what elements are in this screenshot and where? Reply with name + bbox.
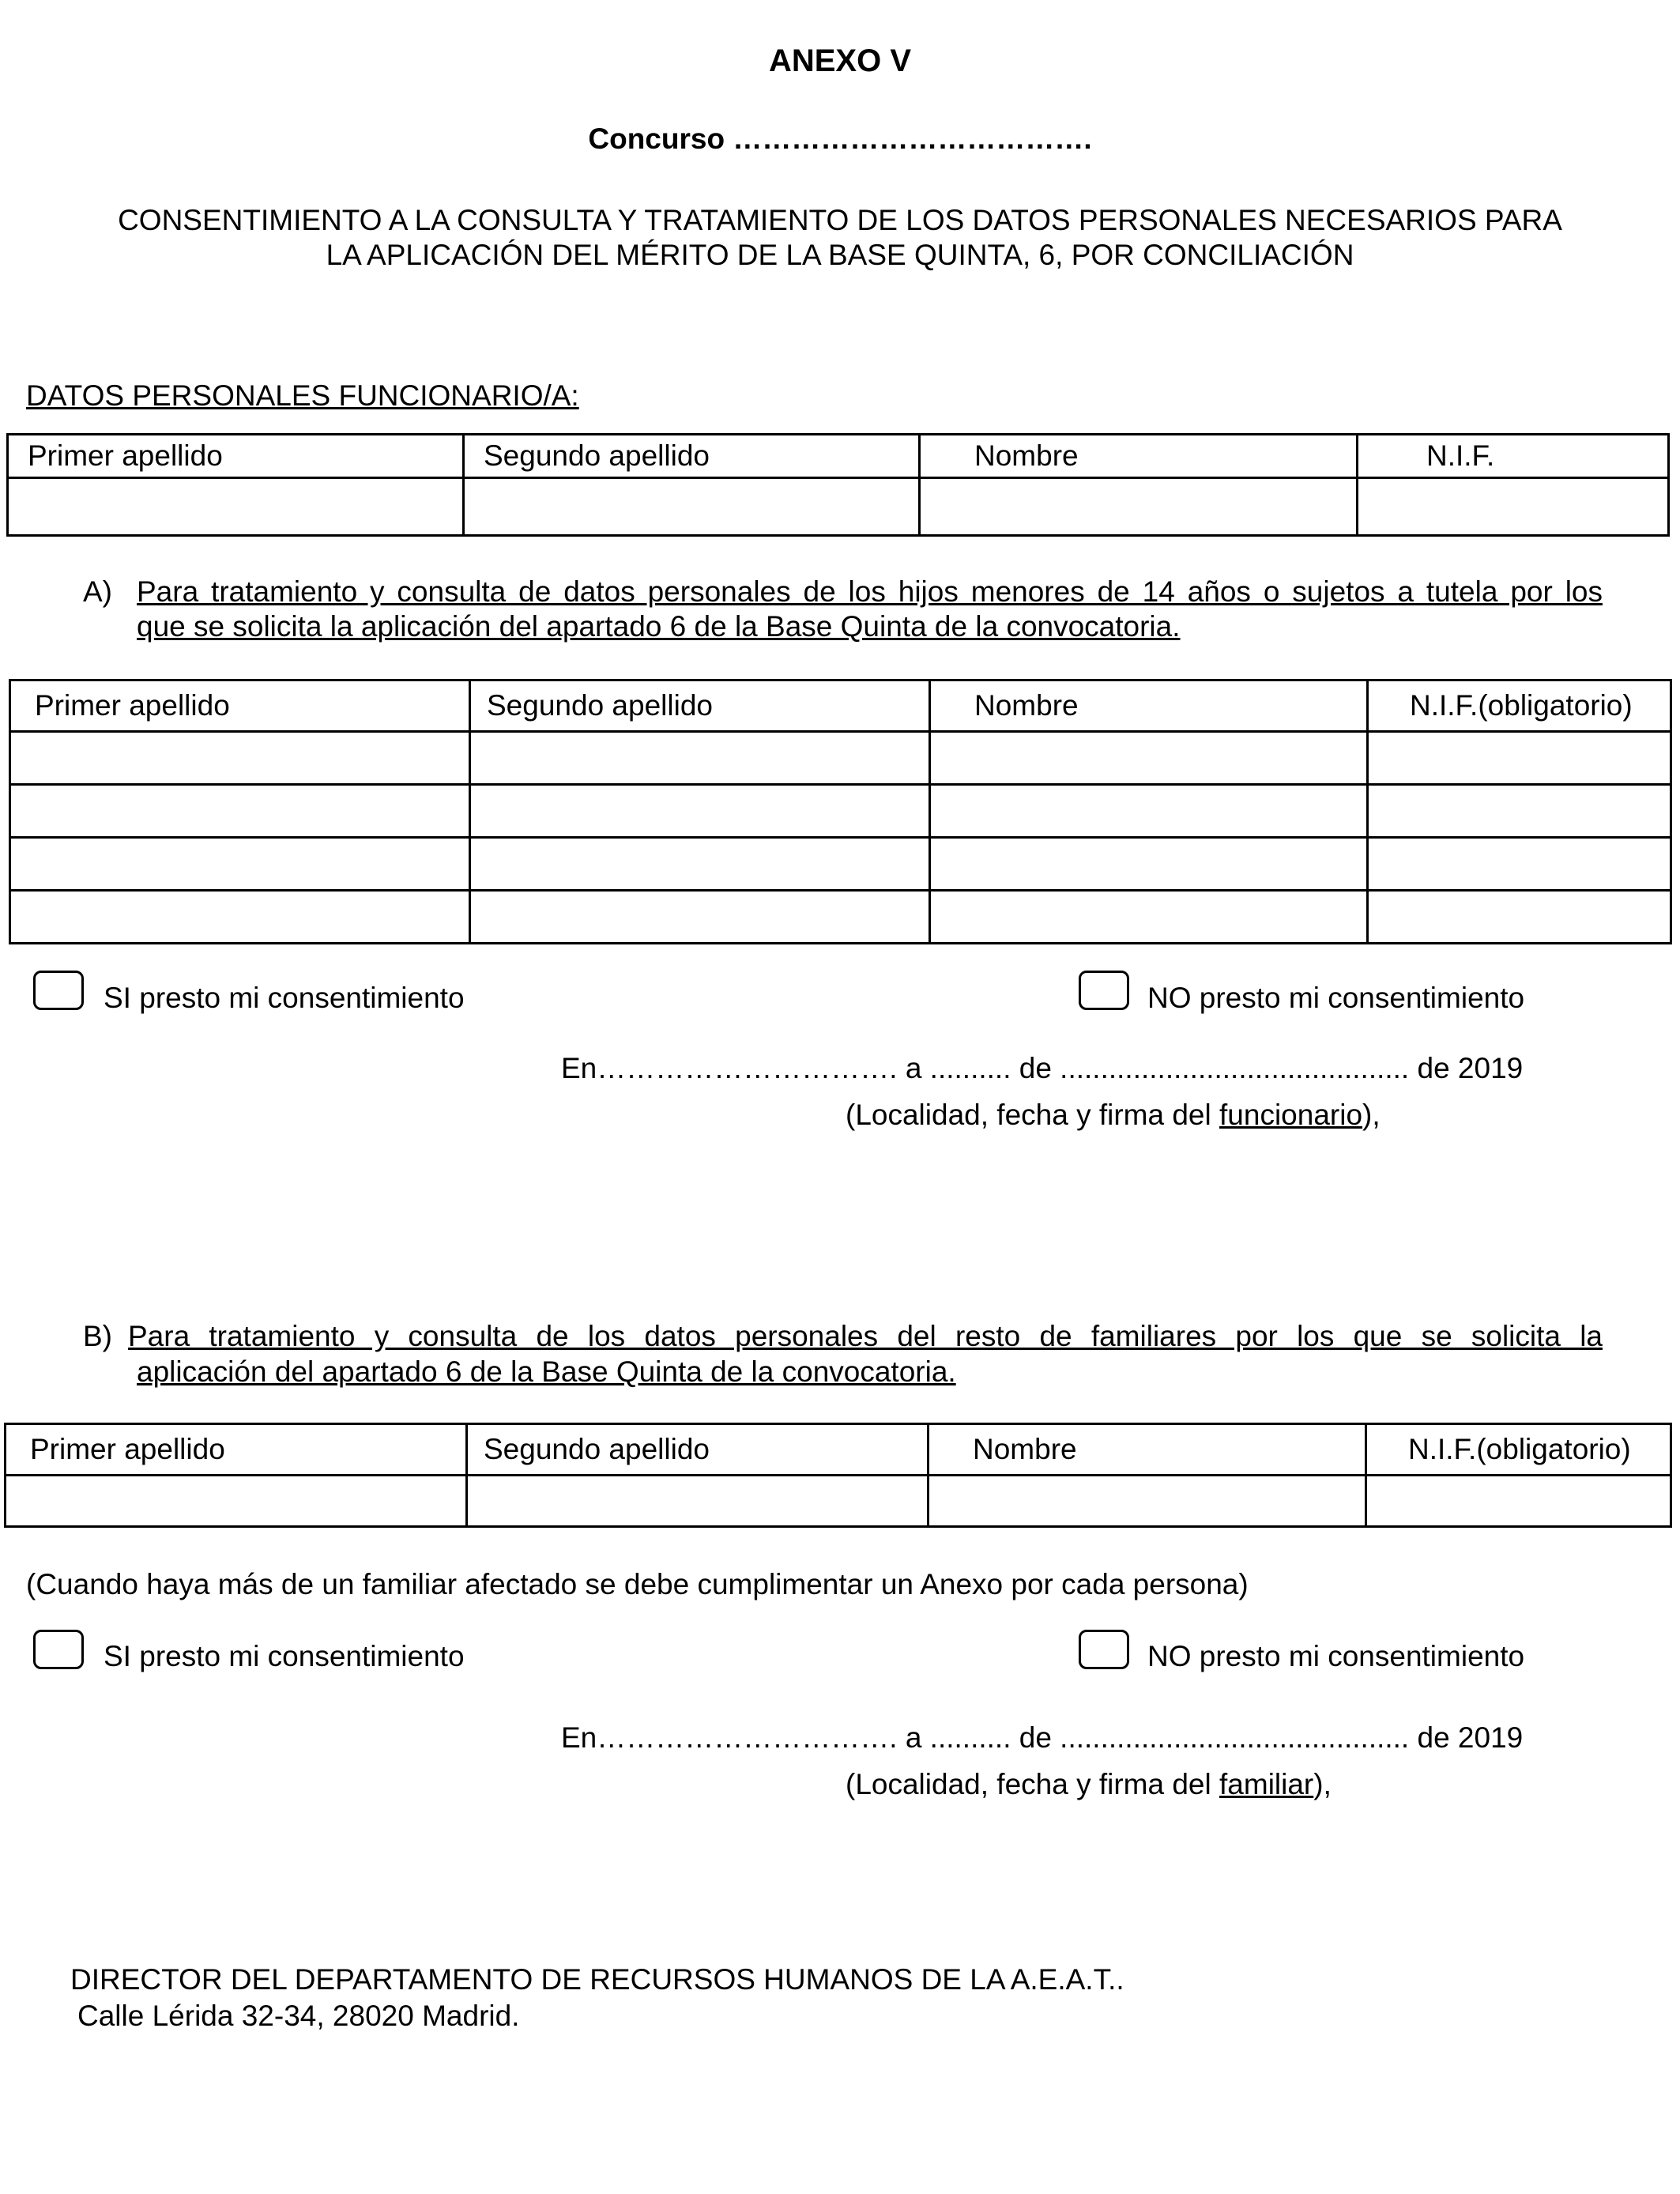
input-cell[interactable] [470,732,930,785]
header-nif: N.I.F.(obligatorio) [1366,1424,1671,1476]
input-cell[interactable] [6,1476,467,1527]
section-a-line-2: que se solicita la aplicación del apartado 6 de la Base Quinta de la convocatoria. [137,610,1181,643]
section-b-letter: B) [83,1320,112,1352]
personal-data-label: DATOS PERSONALES FUNCIONARIO/A: [26,379,579,412]
section-b-signature-caption [846,1768,1332,1801]
section-b-note: (Cuando haya más de un familiar afectado se debe cumplimentar un Anexo por cada persona) [26,1568,1249,1600]
input-cell[interactable] [8,478,464,536]
signature-prefix: (Localidad, fecha y firma del [846,1768,1220,1800]
header-nif: N.I.F. [1358,435,1669,478]
input-cell[interactable] [470,891,930,944]
section-a-letter: A) [83,575,112,608]
section-b-consent-no-checkbox[interactable] [1079,1630,1129,1669]
signature-role: funcionario [1219,1099,1363,1131]
table-row[interactable] [6,1476,1671,1527]
header-primer-apellido: Primer apellido [6,1424,467,1476]
input-cell[interactable] [929,1476,1366,1527]
header-nombre: Nombre [920,435,1358,478]
header-nombre: Nombre [929,1424,1366,1476]
input-cell[interactable] [10,785,470,838]
section-a-signature-caption [846,1099,1381,1132]
section-b-line-2: aplicación del apartado 6 de la Base Quinta de la convocatoria. [137,1355,956,1388]
header-nombre: Nombre [930,680,1368,732]
section-b-consent-yes-label: SI presto mi consentimiento [104,1640,465,1672]
heading-line-2: LA APLICACIÓN DEL MÉRITO DE LA BASE QUINTA, 6, POR CONCILIACIÓN [326,239,1354,271]
input-cell[interactable] [470,838,930,891]
table-row[interactable] [10,838,1671,891]
input-cell[interactable] [1368,838,1671,891]
input-cell[interactable] [10,732,470,785]
signature-suffix: ), [1313,1768,1332,1800]
header-segundo-apellido: Segundo apellido [467,1424,929,1476]
header-nif: N.I.F.(obligatorio) [1368,680,1671,732]
page-title: ANEXO V [768,43,912,78]
header-primer-apellido: Primer apellido [8,435,464,478]
section-a-consent-no-checkbox[interactable] [1079,971,1129,1010]
table-header-row [6,1424,1671,1476]
signature-role: familiar [1219,1768,1314,1800]
header-segundo-apellido: Segundo apellido [470,680,930,732]
input-cell[interactable] [930,785,1368,838]
section-a-consent-no-label: NO presto mi consentimiento [1147,982,1525,1014]
section-a-consent-yes-checkbox[interactable] [33,971,84,1010]
input-cell[interactable] [920,478,1358,536]
input-cell[interactable] [467,1476,929,1527]
input-cell[interactable] [1368,785,1671,838]
input-cell[interactable] [930,732,1368,785]
table-row[interactable] [8,478,1669,536]
input-cell[interactable] [930,891,1368,944]
section-b-consent-no-label: NO presto mi consentimiento [1147,1640,1525,1672]
section-b-line-1: Para tratamiento y consulta de los datos personales del resto de familiares por los que se solicita la [128,1320,1603,1352]
input-cell[interactable] [1368,732,1671,785]
header-segundo-apellido: Segundo apellido [464,435,920,478]
input-cell[interactable] [464,478,920,536]
input-cell[interactable] [10,891,470,944]
section-a-line-1: Para tratamiento y consulta de datos personales de los hijos menores de 14 años o sujetos a tutela por los [137,575,1603,608]
concurso-line: Concurso ………………………………. [588,123,1092,155]
input-cell[interactable] [10,838,470,891]
signature-suffix: ), [1362,1099,1381,1131]
section-b-consent-yes-checkbox[interactable] [33,1630,84,1669]
footer-recipient: DIRECTOR DEL DEPARTAMENTO DE RECURSOS HUMANOS DE LA A.E.A.T.. [70,1963,1124,1996]
heading-line-1: CONSENTIMIENTO A LA CONSULTA Y TRATAMIENTO DE LOS DATOS PERSONALES NECESARIOS PARA [118,204,1562,236]
section-b-table [4,1423,1672,1528]
input-cell[interactable] [1366,1476,1671,1527]
section-a-paragraph [83,575,1603,647]
section-b-paragraph [83,1320,1603,1391]
signature-prefix: (Localidad, fecha y firma del [846,1099,1220,1131]
section-b-date-line: En…………………………. a .......... de ........................................... de 2019 [561,1721,1524,1754]
input-cell[interactable] [930,838,1368,891]
section-a-date-line: En…………………………. a .......... de ........................................... de 2019 [561,1052,1524,1084]
input-cell[interactable] [1358,478,1669,536]
table-row[interactable] [10,785,1671,838]
section-a-table [9,679,1672,944]
footer-address: Calle Lérida 32-34, 28020 Madrid. [77,2000,520,2032]
table-header-row [10,680,1671,732]
header-primer-apellido: Primer apellido [10,680,470,732]
input-cell[interactable] [1368,891,1671,944]
table-row[interactable] [10,891,1671,944]
table-row[interactable] [10,732,1671,785]
section-a-consent-yes-label: SI presto mi consentimiento [104,982,465,1014]
input-cell[interactable] [470,785,930,838]
funcionario-table [6,433,1670,537]
table-header-row [8,435,1669,478]
